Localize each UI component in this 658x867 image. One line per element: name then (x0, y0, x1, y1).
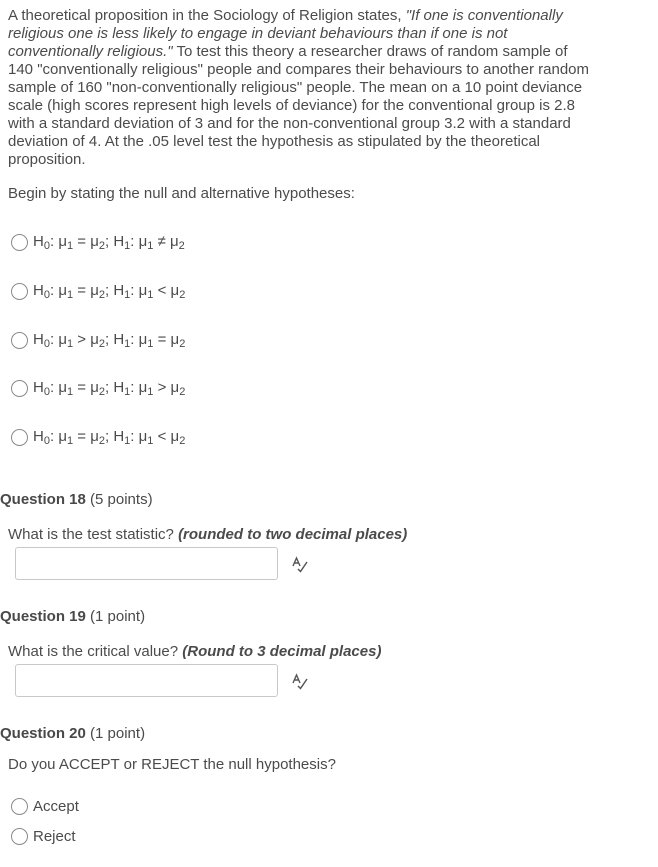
radio-button[interactable] (11, 828, 28, 845)
radio-button[interactable] (11, 234, 28, 251)
hypothesis-label: $H_0$: $\mu_1 = \mu_2$; $H_1$: $\mu_1 < \mu_2$ (33, 281, 186, 301)
prompt-quote: "If one is conventionally religious one is less likely to engage in deviant behaviours than if one is not conventionally religious." (8, 7, 563, 60)
hypothesis-label: $H_0$: $\mu_1 = \mu_2$; $H_1$: $\mu_1 \ne \mu_2$ (33, 232, 185, 252)
radio-button[interactable] (11, 283, 28, 300)
question-18-text: What is the test statistic? (rounded to two decimal places) (8, 526, 408, 543)
prompt-rest: To test this theory a researcher draws of random sample of 140 "conventionally religious" people and compares their behaviours to another random sample of 160 "non-conventionally religious" people. The mean on a 10 point deviance scale (high scores represent high levels of deviance) for the conventional group is 2.8 with a standard deviation of 3 and for the non-conventional group 3.2 with a standard deviation of 4. At the .05 level test the hypothesis as stipulated by the theoretical proposition. (8, 43, 590, 168)
question-19-text: What is the critical value? (Round to 3 decimal places) (8, 643, 382, 660)
question-18-header: Question 18 (5 points) (0, 491, 153, 508)
hypothesis-option-4[interactable] (11, 378, 185, 398)
reject-option[interactable] (11, 826, 76, 846)
question-19-header: Question 19 (1 point) (0, 608, 146, 625)
radio-button[interactable] (11, 380, 28, 397)
spellcheck-icon[interactable] (291, 672, 309, 690)
radio-button[interactable] (11, 332, 28, 349)
test-statistic-input[interactable] (15, 547, 278, 580)
reject-label: Reject (33, 827, 76, 845)
hypothesis-option-3[interactable] (11, 330, 185, 350)
hypothesis-option-2[interactable] (11, 281, 185, 301)
question-20-header: Question 20 (1 point) (0, 725, 146, 742)
hypothesis-option-5[interactable] (11, 427, 185, 447)
spellcheck-icon[interactable] (291, 555, 309, 573)
hypothesis-option-1[interactable] (11, 232, 185, 252)
question-20-text: Do you ACCEPT or REJECT the null hypothesis? (8, 756, 336, 773)
radio-button[interactable] (11, 798, 28, 815)
hypothesis-label: $H_0$: $\mu_1 = \mu_2$; $H_1$: $\mu_1 < \mu_2$ (33, 427, 186, 447)
radio-button[interactable] (11, 429, 28, 446)
accept-label: Accept (33, 797, 79, 815)
prompt-lead: A theoretical proposition in the Sociology of Religion states, (8, 7, 406, 24)
hypothesis-label: $H_0$: $\mu_1 = \mu_2$; $H_1$: $\mu_1 > \mu_2$ (33, 378, 186, 398)
accept-option[interactable] (11, 796, 79, 816)
hypotheses-instruction: Begin by stating the null and alternative hypotheses: (8, 185, 355, 202)
critical-value-input[interactable] (15, 664, 278, 697)
hypothesis-label: $H_0$: $\mu_1 > \mu_2$; $H_1$: $\mu_1 = \mu_2$ (33, 330, 186, 350)
question-17-prompt (8, 7, 593, 169)
